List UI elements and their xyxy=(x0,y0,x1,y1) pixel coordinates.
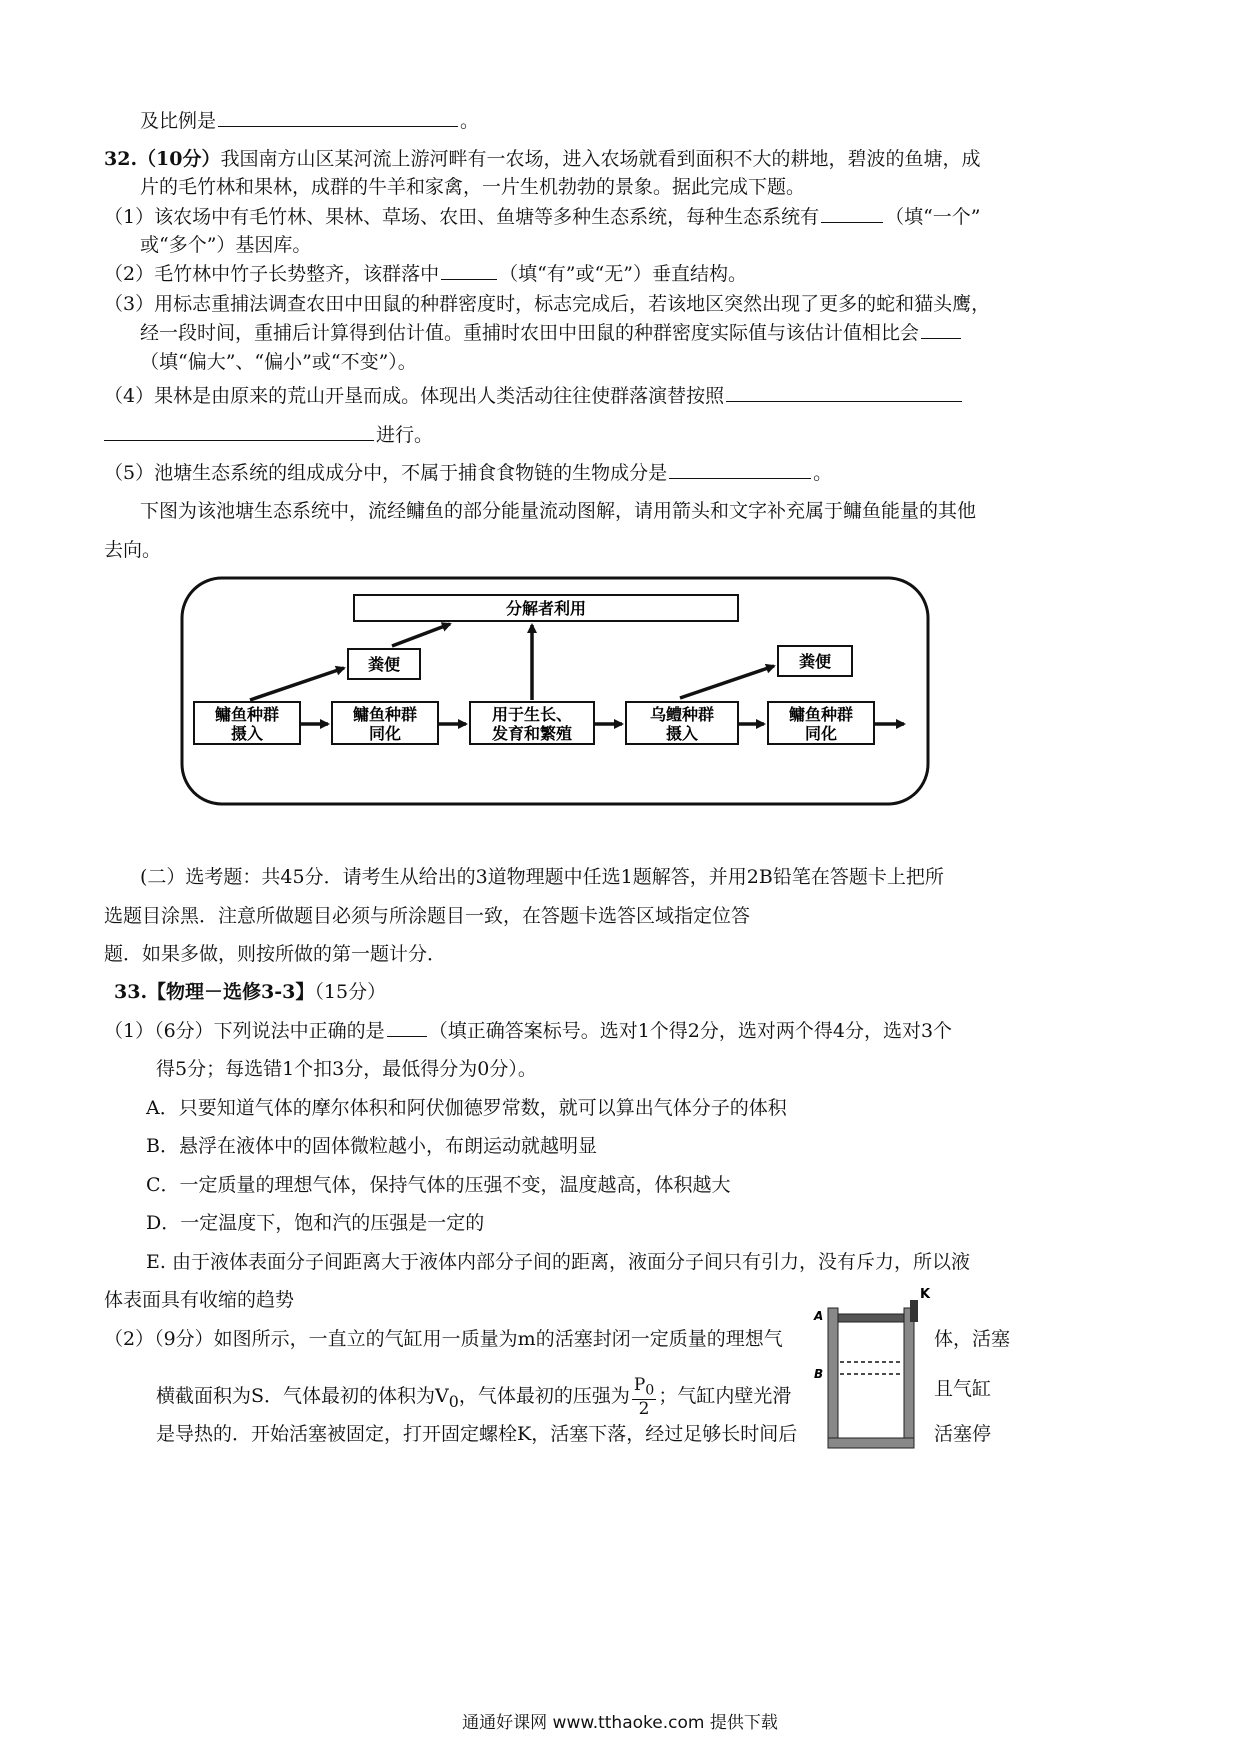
q32-part3: （3）用标志重捕法调查农田中田鼠的种群密度时，标志完成后，若该地区突然出现了更多的蛇和猫头鹰， xyxy=(104,293,991,315)
cylinder-left-wall xyxy=(828,1308,838,1448)
q32-figure-intro-cont: 去向。 xyxy=(104,539,162,561)
q32-part1-cont: 或“多个”）基因库。 xyxy=(140,234,312,256)
q33-part2-end: 体，活塞 xyxy=(934,1328,1011,1350)
q32-part1: （1）该农场中有毛竹林、果林、草场、农田、鱼塘等多种生态系统，每种生态系统有 （填“一个” xyxy=(104,206,981,228)
q33-option-d: D．一定温度下，饱和汽的压强是一定的 xyxy=(146,1212,485,1234)
section2-line-2: 选题目涂黑．注意所做题目必须与所涂题目一致，在答题卡选答区域指定位答 xyxy=(104,905,751,927)
svg-text:摄入: 摄入 xyxy=(230,724,264,743)
svg-text:用于生长、: 用于生长、 xyxy=(491,705,573,724)
q33-part1: （1）（6分）下列说法中正确的是 （填正确答案标号。选对1个得2分，选对两个得4分，选对3个 xyxy=(104,1020,953,1042)
energy-flow-diagram xyxy=(180,576,932,808)
q33-part2-line3-end: 活塞停 xyxy=(934,1423,992,1445)
page-footer: 通通好课网 www.tthaoke.com 提供下载 xyxy=(462,1713,778,1733)
fraction-p0-over-2: $\frac{P_0}{2}$ xyxy=(633,1375,655,1420)
answer-blank[interactable] xyxy=(821,204,883,223)
svg-text:K: K xyxy=(920,1287,931,1302)
q33-option-e-cont: 体表面具有收缩的趋势 xyxy=(104,1289,295,1311)
q32-part4-cont: 进行。 xyxy=(104,422,433,448)
q32-part3-cont: 经一段时间，重捕后计算得到估计值。重捕时农田中田鼠的种群密度实际值与该估计值相比会 xyxy=(140,320,963,346)
svg-text:A: A xyxy=(814,1309,824,1323)
svg-text:乌鳢种群: 乌鳢种群 xyxy=(649,705,715,724)
section2-line-3: 题．如果多做，则按所做的第一题计分． xyxy=(104,943,447,965)
q33-part2-line2: 横截面积为S．气体最初的体积为$V_0$，气体最初的压强为 $\frac{P_0}{2}$ ；气缸内壁光滑 xyxy=(156,1375,792,1420)
q33-part2-line2-end: 且气缸 xyxy=(934,1378,992,1400)
arrow-to-feces-2 xyxy=(680,666,774,698)
line-ratio: 及比例是 。 xyxy=(140,110,480,132)
section2-line-1: (二）选考题：共45分．请考生从给出的3道物理题中任选1题解答，并用2B铅笔在答题卡上把所 xyxy=(140,866,944,888)
answer-blank[interactable] xyxy=(441,261,497,280)
arrow-to-feces-1 xyxy=(250,668,344,700)
feces-label-2: 粪便 xyxy=(798,652,832,671)
q33-option-e: E. 由于液体表面分子间距离大于液体内部分子间的距离，液面分子间只有引力，没有斥力，所以液 xyxy=(146,1251,970,1273)
q32-part4: （4）果林是由原来的荒山开垦而成。体现出人类活动往往使群落演替按照 xyxy=(104,383,964,409)
svg-text:摄入: 摄入 xyxy=(665,724,699,743)
q32-part2: （2）毛竹林中竹子长势整齐，该群落中 （填“有”或“无”）垂直结构。 xyxy=(104,263,747,285)
q32-part5: （5）池塘生态系统的组成成分中，不属于捕食食物链的生物成分是 。 xyxy=(104,462,833,484)
cylinder-bottom xyxy=(828,1438,914,1448)
answer-blank[interactable] xyxy=(387,1018,427,1037)
q32-intro-1: 32.（10分）我国南方山区某河流上游河畔有一农场，进入农场就看到面积不大的耕地，碧波的鱼塘，成 xyxy=(104,148,981,170)
bolt-k xyxy=(910,1300,918,1322)
svg-text:同化: 同化 xyxy=(804,724,838,743)
answer-blank[interactable] xyxy=(669,460,811,479)
answer-blank[interactable] xyxy=(921,320,961,339)
q32-figure-intro: 下图为该池塘生态系统中，流经鳙鱼的部分能量流动图解，请用箭头和文字补充属于鳙鱼能量的其他 xyxy=(140,500,977,522)
svg-text:鳙鱼种群: 鳙鱼种群 xyxy=(352,705,418,724)
answer-blank[interactable] xyxy=(104,422,374,441)
q33-title: 33.【物理－选修3-3】（15分） xyxy=(114,981,387,1003)
q33-option-c: C．一定质量的理想气体，保持气体的压强不变，温度越高，体积越大 xyxy=(146,1174,731,1196)
svg-text:同化: 同化 xyxy=(368,724,402,743)
feces-label-1: 粪便 xyxy=(367,655,401,674)
svg-text:鳙鱼种群: 鳙鱼种群 xyxy=(788,705,854,724)
q33-option-b: B．悬浮在液体中的固体微粒越小，布朗运动就越明显 xyxy=(146,1135,597,1157)
gas-cylinder-figure xyxy=(812,1278,932,1454)
q33-part1-cont: 得5分；每选错1个扣3分，最低得分为0分）。 xyxy=(156,1058,537,1080)
answer-blank[interactable] xyxy=(218,108,458,127)
q33-option-a: A．只要知道气体的摩尔体积和阿伏伽德罗常数，就可以算出气体分子的体积 xyxy=(146,1097,787,1119)
q32-part3-cont2: （填“偏大”、“偏小”或“不变”）。 xyxy=(140,351,417,373)
answer-blank[interactable] xyxy=(726,383,962,402)
q33-part2: （2）（9分）如图所示，一直立的气缸用一质量为m的活塞封闭一定质量的理想气 xyxy=(104,1328,783,1350)
piston xyxy=(838,1314,904,1322)
svg-text:B: B xyxy=(814,1367,824,1381)
cylinder-right-wall xyxy=(904,1308,914,1448)
svg-text:鳙鱼种群: 鳙鱼种群 xyxy=(214,705,280,724)
svg-text:发育和繁殖: 发育和繁殖 xyxy=(491,724,573,743)
q33-part2-line3: 是导热的．开始活塞被固定，打开固定螺栓K，活塞下落，经过足够长时间后 xyxy=(156,1423,798,1445)
decomposer-label: 分解者利用 xyxy=(505,599,587,618)
q32-intro-2: 片的毛竹林和果林，成群的牛羊和家禽，一片生机勃勃的景象。据此完成下题。 xyxy=(140,176,806,198)
arrow-to-decomposer xyxy=(392,624,450,646)
